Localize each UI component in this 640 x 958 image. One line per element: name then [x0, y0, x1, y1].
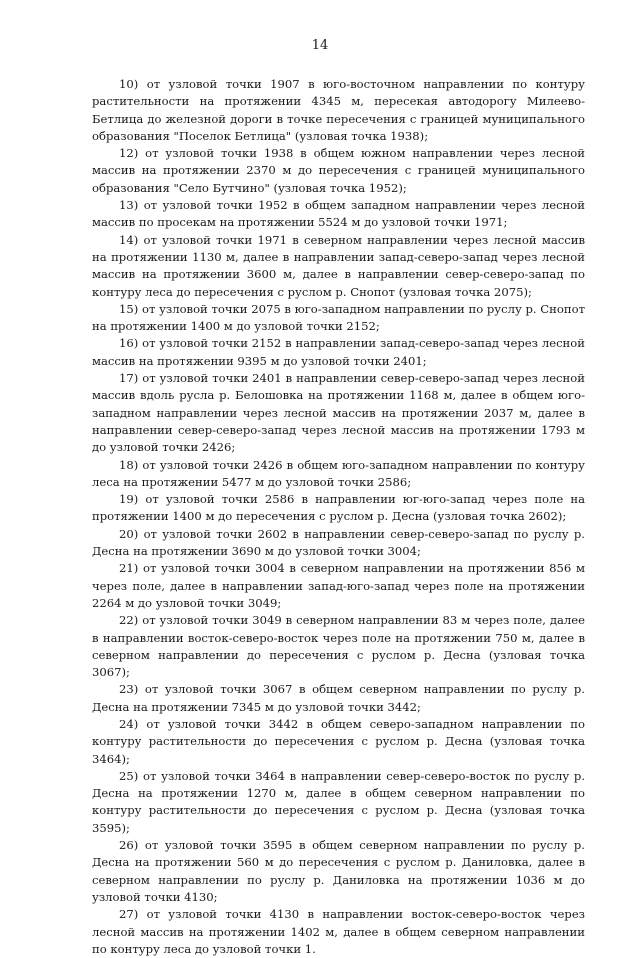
paragraph-14: 14) от узловой точки 1971 в северном направлении через лесной массив на протяжении 1130 м, далее в направлении запад-северо-запад через лесной массив на протяжении 3600 м, далее в направлении север-северо-запад по контуру леса до пересечения с руслом р. Снопот (узловая точка 2075);: [92, 232, 585, 299]
paragraph-16: 16) от узловой точки 2152 в направлении запад-северо-запад через лесной массив на протяжении 9395 м до узловой точки 2401;: [92, 336, 585, 368]
paragraph-24: 24) от узловой точки 3442 в общем северо-западном направлении по контуру растительности до пересечения с руслом р. Десна (узловая точка 3464);: [92, 716, 585, 766]
page-number: 14: [311, 38, 329, 53]
paragraph-12: 12) от узловой точки 1938 в общем южном направлении через лесной массив на протяжении 2370 м до пересечения с границей муниципального образования "Село Бутчино" (узловая точка 1952);: [92, 146, 585, 195]
paragraph-15: 15) от узловой точки 2075 в юго-западном направлении по руслу р. Снопот на протяжении 1400 м до узловой точки 2152;: [92, 301, 585, 334]
paragraph-17: 17) от узловой точки 2401 в направлении север-северо-запад через лесной массив вдоль русла р. Белошовка на протяжении 1168 м, далее в общем юго-западном направлении через лесной массив на протяжении 2037 м, далее в направлении север-северо-запад через лесной массив на протяжении 1793 м до узловой точки 2426;: [92, 371, 585, 455]
paragraph-26: 26) от узловой точки 3595 в общем северном направлении по руслу р. Десна на протяжении 560 м до пересечения с руслом р. Даниловка, далее в северном направлении по руслу р. Даниловка на протяжении 1036 м до узловой точки 4130;: [92, 838, 585, 904]
paragraph-13: 13) от узловой точки 1952 в общем западном направлении через лесной массив по просекам на протяжении 5524 м до узловой точки 1971;: [92, 198, 585, 230]
paragraph-10: 10) от узловой точки 1907 в юго-восточном направлении по контуру растительности на протяжении 4345 м, пересекая автодорогу Милеево-Бетлица до железной дороги в точке пересечения с границей муниципального образования "Поселок Бетлица" (узловая точка 1938);: [92, 77, 585, 143]
paragraph-27: 27) от узловой точки 4130 в направлении восток-северо-восток через лесной массив на протяжении 1402 м, далее в общем северном направлении по контуру леса до узловой точки 1.: [92, 907, 585, 956]
paragraph-20: 20) от узловой точки 2602 в направлении север-северо-запад по руслу р. Десна на протяжении 3690 м до узловой точки 3004;: [92, 526, 585, 559]
document-body: [92, 76, 585, 958]
paragraph-18: 18) от узловой точки 2426 в общем юго-западном направлении по контуру леса на протяжении 5477 м до узловой точки 2586;: [92, 457, 585, 489]
paragraph-19: 19) от узловой точки 2586 в направлении юг-юго-запад через поле на протяжении 1400 м до пересечения с руслом р. Десна (узловая точка 2602);: [92, 492, 585, 524]
paragraph-25: 25) от узловой точки 3464 в направлении север-северо-восток по руслу р. Десна на протяжении 1270 м, далее в общем северном направлении по контуру растительности до пересечения с руслом р. Десна (узловая точка 3595);: [92, 768, 585, 835]
paragraph-22: 22) от узловой точки 3049 в северном направлении 83 м через поле, далее в направлении восток-северо-восток через поле на протяжении 750 м, далее в северном направлении до пересечения с руслом р. Десна (узловая точка 3067);: [92, 613, 585, 680]
paragraph-21: 21) от узловой точки 3004 в северном направлении на протяжении 856 м через поле, далее в направлении запад-юго-запад через поле на протяжении 2264 м до узловой точки 3049;: [92, 561, 585, 610]
paragraph-23: 23) от узловой точки 3067 в общем северном направлении по руслу р. Десна на протяжении 7345 м до узловой точки 3442;: [92, 682, 585, 714]
